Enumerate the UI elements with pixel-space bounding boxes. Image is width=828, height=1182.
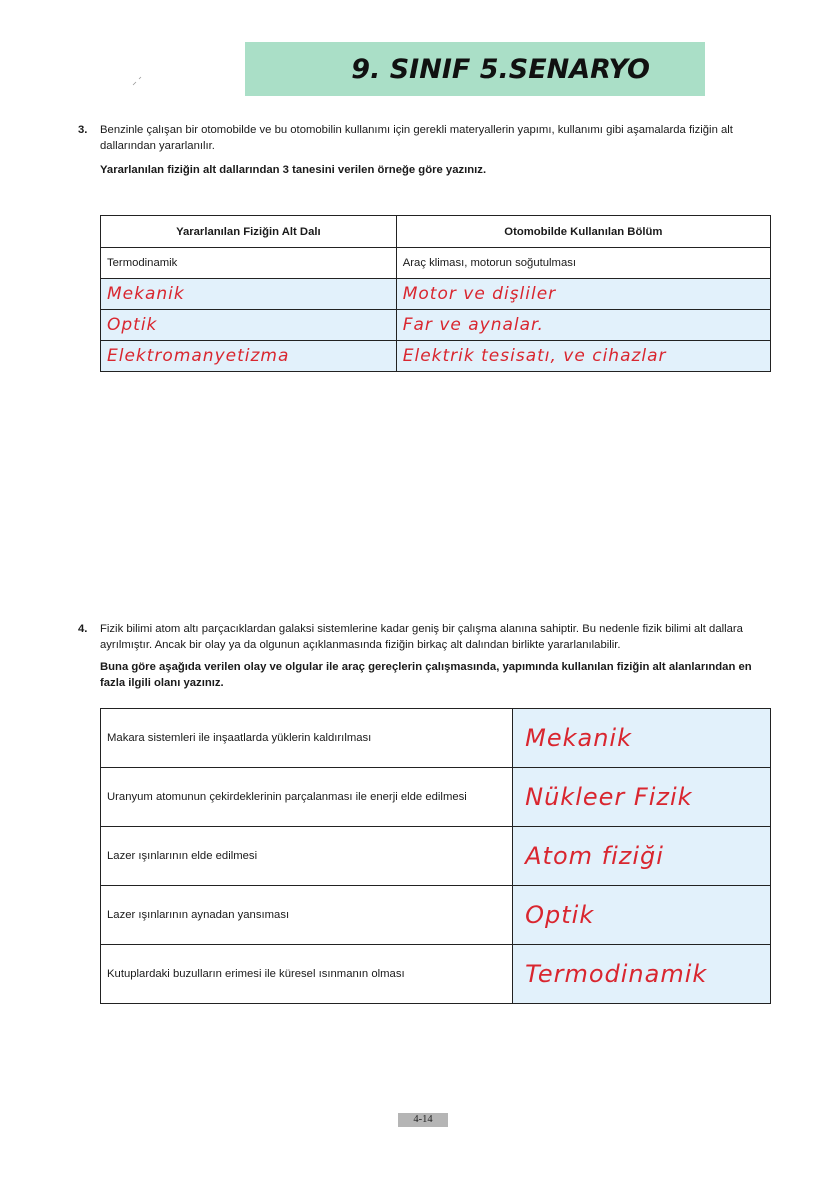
event-item: Kutuplardaki buzulların erimesi ile küresel ısınmanın olması — [101, 945, 513, 1004]
question-text: Fizik bilimi atom altı parçacıklardan galaksi sistemlerine kadar geniş bir çalışma alanına sahiptir. Bu nedenle fizik bilimi alt dallara ayrılmıştır. Ancak bir olay ya da olgunun açıklanmasında fiziğin birkaç alt dalından birlikte yararlanılabilir. — [100, 623, 743, 651]
table-row — [101, 709, 771, 768]
answer-row — [101, 279, 771, 310]
question-number: 3. — [78, 124, 88, 136]
event-item: Lazer ışınlarının elde edilmesi — [101, 827, 513, 886]
question-number: 4. — [78, 623, 88, 635]
event-answer[interactable]: Mekanik — [513, 709, 771, 768]
column-header: Yararlanılan Fiziğin Alt Dalı — [101, 216, 397, 248]
event-answer[interactable]: Termodinamik — [513, 945, 771, 1004]
answer-usage[interactable]: Elektrik tesisatı, ve cihazlar — [396, 341, 770, 372]
event-answer[interactable]: Nükleer Fizik — [513, 768, 771, 827]
event-answer[interactable]: Atom fiziği — [513, 827, 771, 886]
table-row — [101, 768, 771, 827]
stray-mark-icon — [131, 76, 143, 86]
answer-branch[interactable]: Mekanik — [101, 279, 397, 310]
example-row — [101, 248, 771, 279]
answer-branch[interactable]: Elektromanyetizma — [101, 341, 397, 372]
title-banner — [245, 42, 705, 96]
event-answer[interactable]: Optik — [513, 886, 771, 945]
page-number: 4-14 — [398, 1113, 448, 1127]
answer-branch[interactable]: Optik — [101, 310, 397, 341]
table-row — [101, 886, 771, 945]
event-item: Uranyum atomunun çekirdeklerinin parçalanması ile enerji elde edilmesi — [101, 768, 513, 827]
answer-usage[interactable]: Motor ve dişliler — [396, 279, 770, 310]
branches-table — [100, 215, 771, 372]
answer-row — [101, 341, 771, 372]
table-header-row — [101, 216, 771, 248]
answer-row — [101, 310, 771, 341]
table-row — [101, 827, 771, 886]
example-branch: Termodinamik — [101, 248, 397, 279]
column-header: Otomobilde Kullanılan Bölüm — [396, 216, 770, 248]
example-usage: Araç kliması, motorun soğutulması — [396, 248, 770, 279]
table-row — [101, 945, 771, 1004]
event-item: Makara sistemleri ile inşaatlarda yüklerin kaldırılması — [101, 709, 513, 768]
question-instruction: Yararlanılan fiziğin alt dallarından 3 tanesini verilen örneğe göre yazınız. — [100, 164, 487, 176]
event-item: Lazer ışınlarının aynadan yansıması — [101, 886, 513, 945]
question-instruction: Buna göre aşağıda verilen olay ve olgular ile araç gereçlerin çalışmasında, yapımında kullanılan fiziğin alt alanlarından en fazla ilgili olanı yazınız. — [100, 661, 752, 689]
answer-usage[interactable]: Far ve aynalar. — [396, 310, 770, 341]
question-text: Benzinle çalışan bir otomobilde ve bu otomobilin kullanımı için gerekli materyallerin yapımı, kullanımı gibi aşamalarda fiziğin alt dallarından yararlanılır. — [100, 124, 733, 152]
events-table — [100, 708, 771, 1004]
page-title: 9. SINIF 5.SENARYO — [351, 53, 650, 85]
